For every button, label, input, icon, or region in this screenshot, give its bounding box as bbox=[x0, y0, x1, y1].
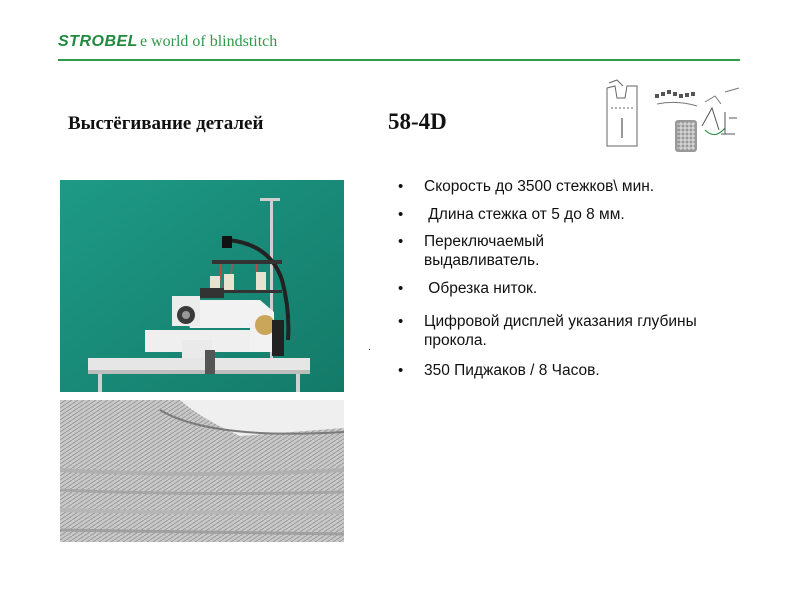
feature-text: Обрезка ниток. bbox=[424, 280, 538, 297]
stray-dot: . bbox=[368, 342, 371, 353]
bullet-marker: • bbox=[398, 280, 404, 297]
sewing-machine-photo bbox=[60, 180, 344, 392]
brand-tagline: e world of blindstitch bbox=[139, 33, 278, 50]
bullet-marker: • bbox=[398, 362, 404, 379]
feature-text: Длина стежка от 5 до 8 мм. bbox=[424, 206, 625, 223]
feature-item bbox=[398, 232, 624, 270]
strobel-logo: STROBEL bbox=[58, 33, 138, 50]
bullet-marker: • bbox=[398, 233, 404, 250]
feature-item bbox=[398, 312, 744, 350]
feature-text: Цифровой дисплей указания глубины прокола. bbox=[424, 313, 697, 349]
feature-text: Скорость до 3500 стежков\ мин. bbox=[424, 178, 655, 195]
header-divider bbox=[58, 59, 740, 61]
jacket-parts-diagram bbox=[597, 78, 747, 158]
model-number: 58-4D bbox=[388, 109, 447, 134]
feature-text: Переключаемый выдавливатель. bbox=[424, 233, 545, 269]
stitched-fabric-closeup bbox=[60, 400, 344, 542]
feature-item bbox=[398, 205, 738, 224]
feature-item bbox=[398, 279, 738, 298]
brand-header bbox=[58, 33, 277, 55]
feature-text: 350 Пиджаков / 8 Часов. bbox=[424, 362, 600, 379]
bullet-marker: • bbox=[398, 206, 404, 223]
slide-title: Выстёгивание деталей bbox=[68, 113, 264, 134]
bullet-marker: • bbox=[398, 313, 404, 330]
feature-item bbox=[398, 361, 738, 380]
feature-list bbox=[398, 177, 738, 380]
feature-item bbox=[398, 177, 738, 196]
bullet-marker: • bbox=[398, 178, 404, 195]
